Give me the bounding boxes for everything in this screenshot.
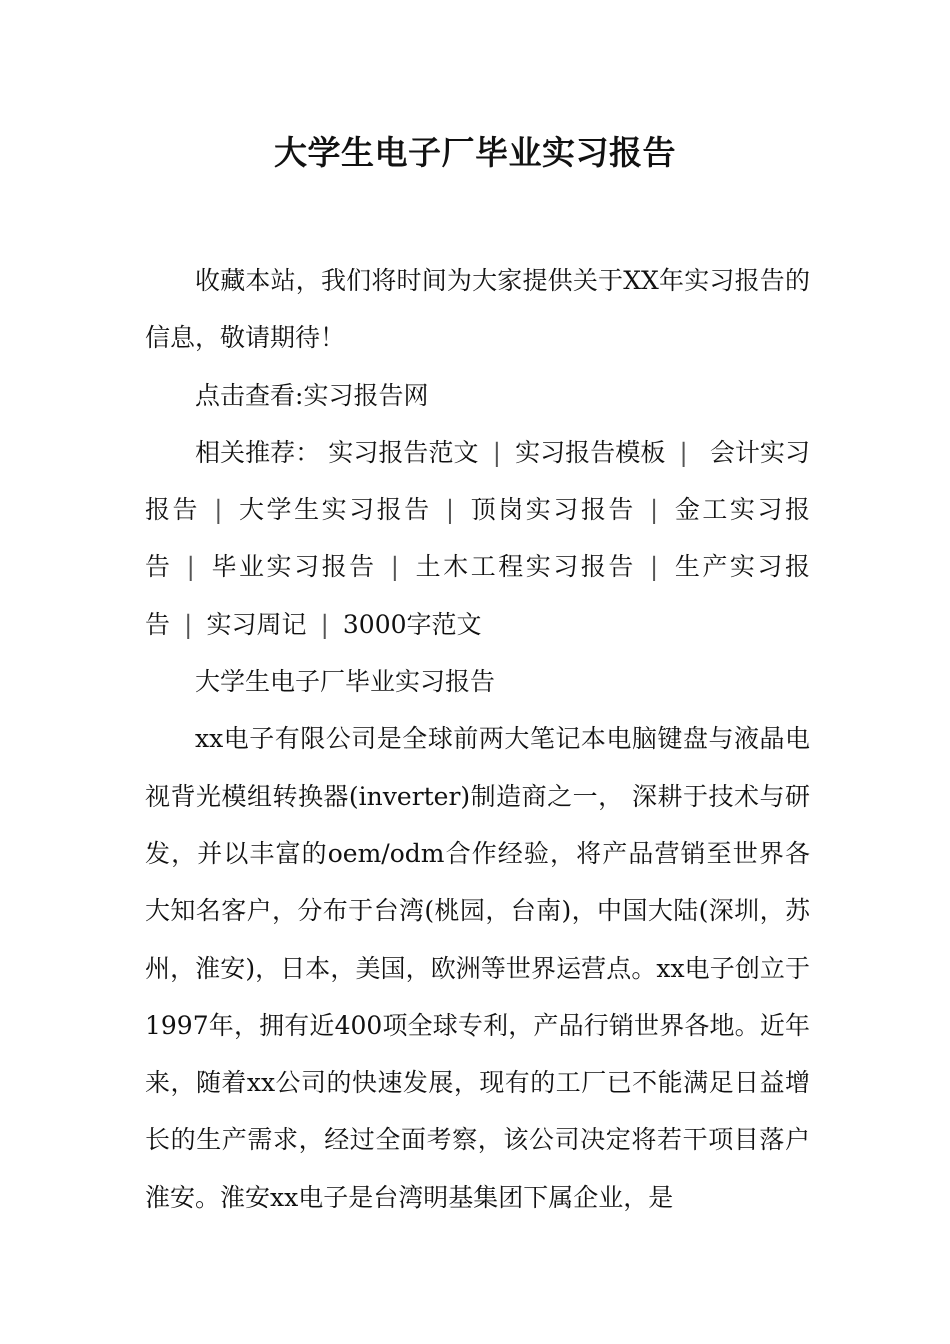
separator: | [186, 552, 195, 582]
view-link[interactable]: 实习报告网 [303, 380, 429, 410]
related-link[interactable]: 土木工程实习报告 [413, 552, 636, 582]
separator: | [390, 552, 400, 582]
body-paragraph: xx电子有限公司是全球前两大笔记本电脑键盘与液晶电视背光模组转换器(inverter)制造商之一， 深耕于技术与研发，并以丰富的oem/odm合作经验，将产品营销至世界各大知名客户，分布于台湾(桃园，台南)，中国大陆(深圳，苏州，淮安)，日本，美国，欧洲等世界运营点。xx电子创立于1997年，拥有近400项全球专利，产品行销世界各地。近年来，随着xx公司的快速发展，现有的工厂已不能满足日益增长的生产需求，经过全面考察，该公司决定将若干项目落户淮安。淮安xx电子是台湾明基集团下属企业，是 [145, 724, 810, 1212]
subtitle-paragraph: 大学生电子厂毕业实习报告 [195, 667, 496, 697]
separator: | [679, 437, 688, 467]
related-paragraph [145, 424, 810, 653]
related-prefix: 相关推荐： [195, 437, 321, 467]
related-link[interactable]: 大学生实习报告 [236, 495, 432, 525]
related-link[interactable]: 顶岗实习报告 [468, 495, 636, 525]
related-link[interactable]: 生产实习报告 [145, 552, 810, 639]
intro-paragraph: 收藏本站，我们将时间为大家提供关于XX年实习报告的信息，敬请期待！ [145, 266, 810, 353]
related-link[interactable]: 金工实习报告 [145, 495, 810, 582]
separator: | [184, 609, 193, 639]
related-link[interactable]: 会计实习报告 [145, 437, 810, 525]
document-title: 大学生电子厂毕业实习报告 [274, 133, 676, 172]
separator: | [214, 495, 223, 525]
view-paragraph [145, 367, 810, 424]
separator: | [649, 552, 659, 582]
separator: | [445, 495, 455, 525]
document-body [145, 252, 810, 1226]
separator: | [320, 609, 329, 639]
related-link[interactable]: 实习周记 [206, 609, 307, 639]
related-link[interactable]: 3000字范文 [342, 609, 482, 639]
related-link[interactable]: 实习报告模板 [515, 437, 666, 467]
view-prefix: 点击查看: [195, 380, 304, 410]
related-link[interactable]: 实习报告范文 [328, 437, 479, 467]
related-link[interactable]: 毕业实习报告 [208, 552, 377, 582]
separator: | [492, 437, 502, 467]
separator: | [649, 495, 659, 525]
